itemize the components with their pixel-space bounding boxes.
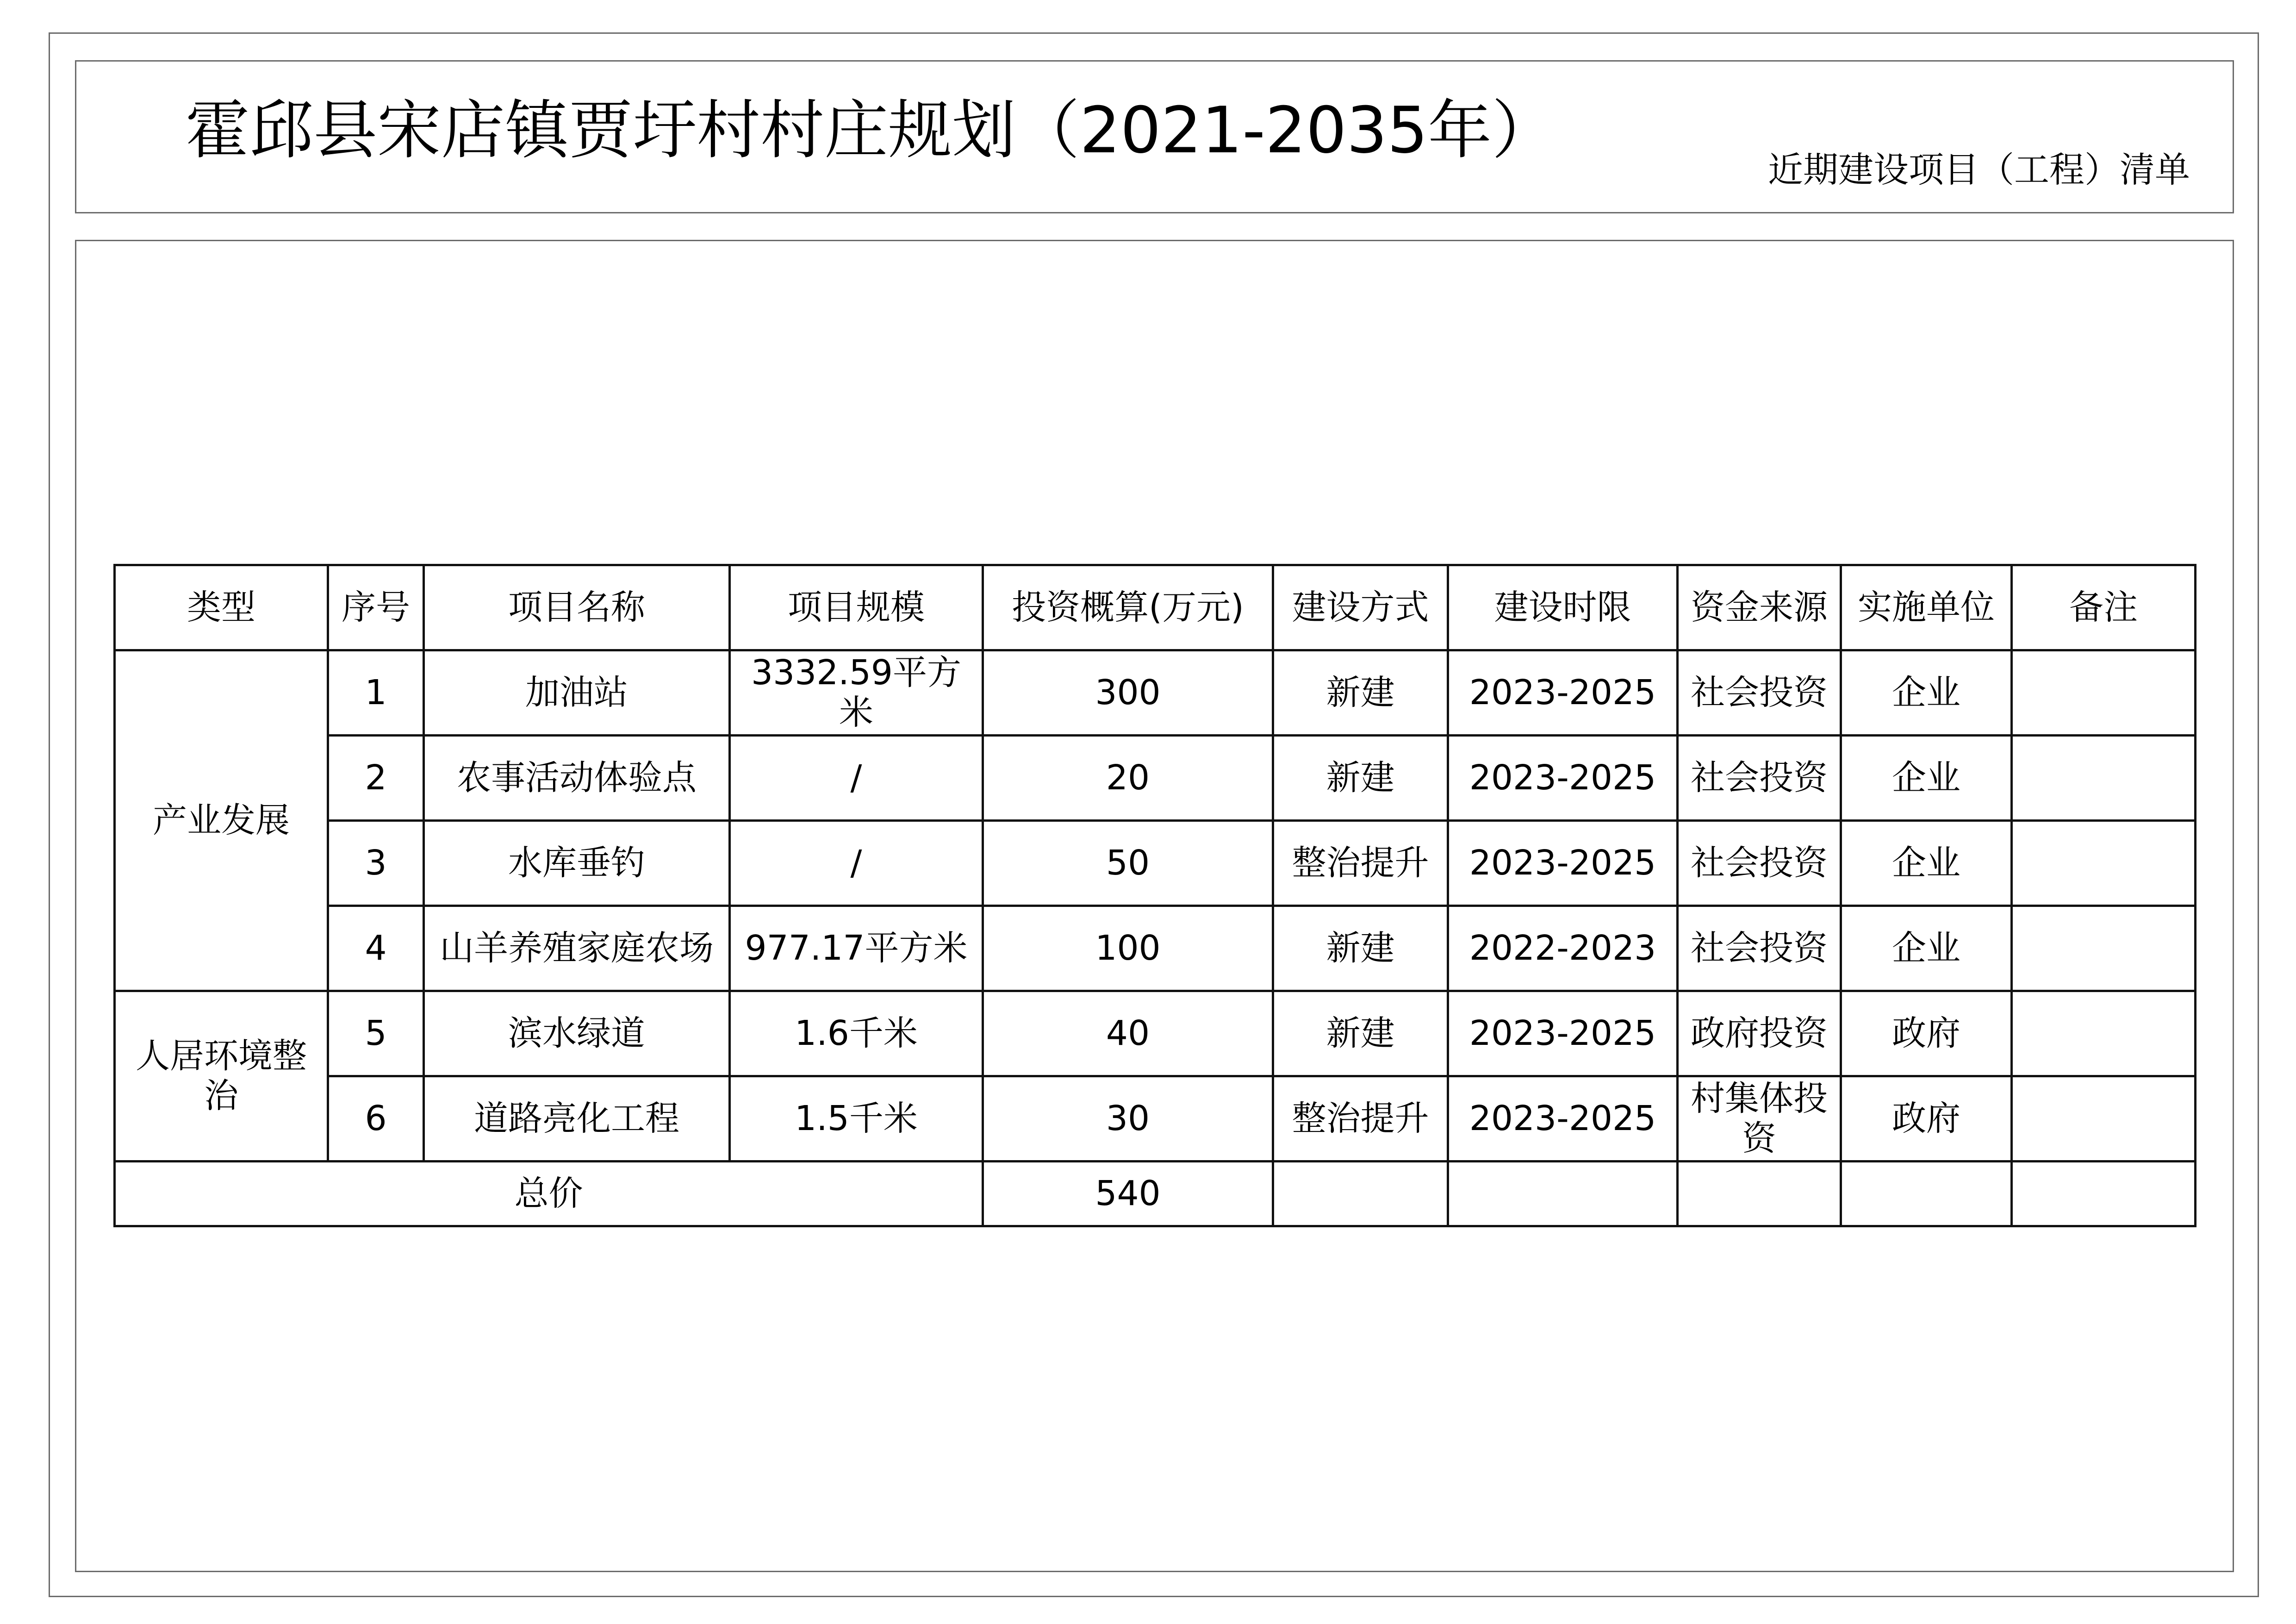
header-cell-period: 建设时限 — [1448, 565, 1678, 650]
table-row — [115, 821, 2196, 906]
header-cell-invest: 投资概算(万元) — [983, 565, 1273, 650]
page-subtitle: 近期建设项目（工程）清单 — [1768, 149, 2190, 190]
table-row — [115, 650, 2196, 736]
cell-unit: 企业 — [1841, 736, 2012, 821]
header-cell-name: 项目名称 — [424, 565, 730, 650]
total-label: 总价 — [115, 1162, 983, 1226]
header-cell-note: 备注 — [2012, 565, 2196, 650]
total-empty-cell — [1273, 1162, 1448, 1226]
cell-name: 道路亮化工程 — [424, 1076, 730, 1162]
cell-name: 山羊养殖家庭农场 — [424, 906, 730, 991]
cell-seq: 2 — [328, 736, 424, 821]
cell-scale: 3332.59平方米 — [730, 650, 983, 736]
cell-method: 整治提升 — [1273, 821, 1448, 906]
cell-note — [2012, 821, 2196, 906]
cell-period: 2023-2025 — [1448, 1076, 1678, 1162]
total-value: 540 — [983, 1162, 1273, 1226]
cell-fund: 社会投资 — [1678, 736, 1841, 821]
cell-fund: 政府投资 — [1678, 991, 1841, 1076]
table-row — [115, 1076, 2196, 1162]
cell-method: 新建 — [1273, 736, 1448, 821]
cell-unit: 企业 — [1841, 821, 2012, 906]
cell-name: 水库垂钓 — [424, 821, 730, 906]
cell-unit: 政府 — [1841, 1076, 2012, 1162]
project-list-table — [113, 564, 2196, 1227]
total-empty-cell — [2012, 1162, 2196, 1226]
cell-note — [2012, 991, 2196, 1076]
cell-invest: 20 — [983, 736, 1273, 821]
header-cell-method: 建设方式 — [1273, 565, 1448, 650]
total-empty-cell — [1841, 1162, 2012, 1226]
page-title: 霍邱县宋店镇贾圩村村庄规划（2021-2035年） — [186, 93, 1556, 168]
cell-invest: 100 — [983, 906, 1273, 991]
cell-invest: 50 — [983, 821, 1273, 906]
cell-note — [2012, 1076, 2196, 1162]
total-empty-cell — [1448, 1162, 1678, 1226]
cell-invest: 40 — [983, 991, 1273, 1076]
cell-method: 新建 — [1273, 906, 1448, 991]
cell-note — [2012, 650, 2196, 736]
table-row — [115, 991, 2196, 1076]
cell-fund: 社会投资 — [1678, 906, 1841, 991]
cell-invest: 30 — [983, 1076, 1273, 1162]
cell-type: 产业发展 — [115, 650, 328, 991]
cell-unit: 企业 — [1841, 650, 2012, 736]
cell-fund: 村集体投资 — [1678, 1076, 1841, 1162]
cell-scale: / — [730, 736, 983, 821]
header-cell-seq: 序号 — [328, 565, 424, 650]
header-cell-unit: 实施单位 — [1841, 565, 2012, 650]
cell-period: 2023-2025 — [1448, 650, 1678, 736]
table-header-row — [115, 565, 2196, 650]
cell-scale: / — [730, 821, 983, 906]
cell-seq: 5 — [328, 991, 424, 1076]
cell-method: 整治提升 — [1273, 1076, 1448, 1162]
cell-period: 2022-2023 — [1448, 906, 1678, 991]
cell-note — [2012, 736, 2196, 821]
total-empty-cell — [1678, 1162, 1841, 1226]
cell-unit: 企业 — [1841, 906, 2012, 991]
cell-type: 人居环境整治 — [115, 991, 328, 1162]
cell-period: 2023-2025 — [1448, 991, 1678, 1076]
cell-name: 农事活动体验点 — [424, 736, 730, 821]
cell-scale: 1.5千米 — [730, 1076, 983, 1162]
cell-seq: 6 — [328, 1076, 424, 1162]
title-block — [75, 60, 2234, 213]
header-cell-type: 类型 — [115, 565, 328, 650]
cell-fund: 社会投资 — [1678, 821, 1841, 906]
cell-seq: 3 — [328, 821, 424, 906]
cell-method: 新建 — [1273, 991, 1448, 1076]
cell-seq: 1 — [328, 650, 424, 736]
cell-method: 新建 — [1273, 650, 1448, 736]
cell-unit: 政府 — [1841, 991, 2012, 1076]
cell-name: 滨水绿道 — [424, 991, 730, 1076]
cell-invest: 300 — [983, 650, 1273, 736]
cell-note — [2012, 906, 2196, 991]
cell-scale: 977.17平方米 — [730, 906, 983, 991]
cell-seq: 4 — [328, 906, 424, 991]
table-row — [115, 906, 2196, 991]
cell-name: 加油站 — [424, 650, 730, 736]
cell-scale: 1.6千米 — [730, 991, 983, 1076]
cell-period: 2023-2025 — [1448, 821, 1678, 906]
cell-fund: 社会投资 — [1678, 650, 1841, 736]
header-cell-scale: 项目规模 — [730, 565, 983, 650]
cell-period: 2023-2025 — [1448, 736, 1678, 821]
table-total-row — [115, 1162, 2196, 1226]
header-cell-fund: 资金来源 — [1678, 565, 1841, 650]
table-row — [115, 736, 2196, 821]
